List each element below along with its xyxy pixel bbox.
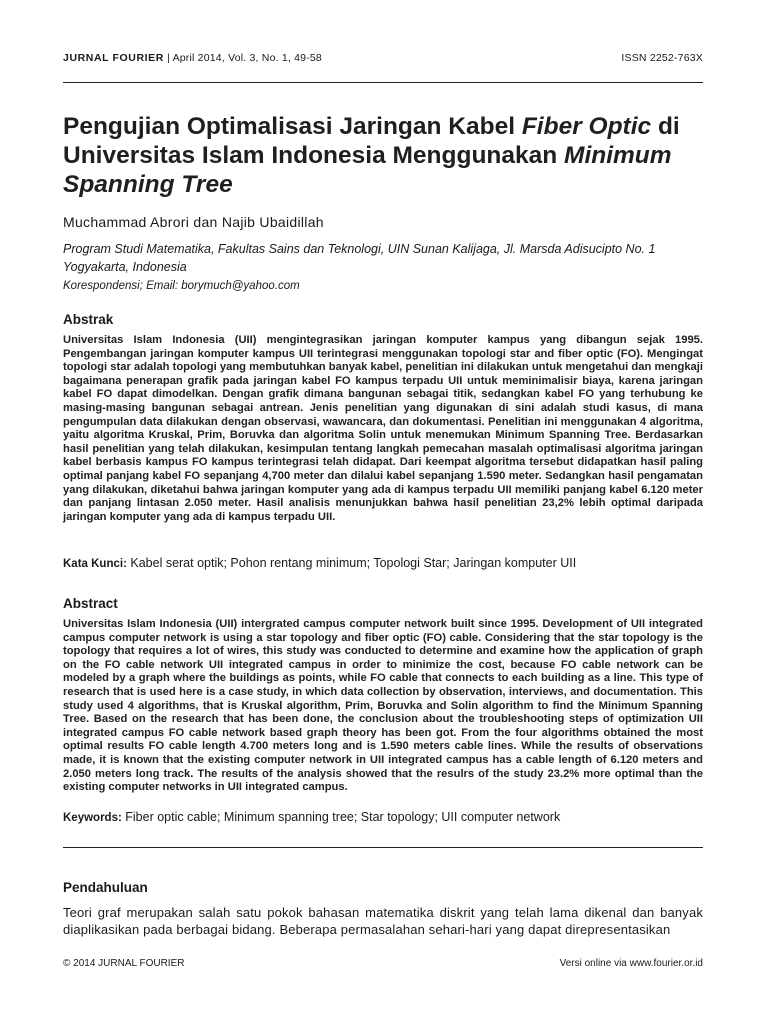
journal-name: JURNAL FOURIER [63,52,164,64]
affiliation: Program Studi Matematika, Fakultas Sains dan Teknologi, UIN Sunan Kalijaga, Jl. Marsda Adisucipto No. 1 Yogyakarta, Indonesia [63,242,656,274]
running-header [63,52,703,64]
section-rule [63,847,703,848]
authors: Muchammad Abrori dan Najib Ubaidillah [63,214,324,230]
keywords-text: Fiber optic cable; Minimum spanning tree; Star topology; UII computer network [121,810,561,824]
kata-kunci-label: Kata Kunci: [63,558,127,570]
pendahuluan-text: Teori graf merupakan salah satu pokok bahasan matematika diskrit yang telah lama dikenal dan banyak diaplikasikan pada berbagai bidang. Beberapa permasalahan sehari-hari yang dapat direpresentasikan [63,905,703,937]
abstract-text: Universitas Islam Indonesia (UII) intergrated campus computer network built since 1995. Development of UII integrated campus computer network is using a star topology and fiber optic (FO) cable. Considering that the star topology is the topology that requires a lot of wires, this study was conducted to determine and examine how the application of graph on the FO cable network UII integrated campus in order to minimize the cost, because FO cable network can be modeled by a graph where the buildings as points, while FO cable that connects to each building as a line. This type of research that is used here is a case study, in which data collection by observation, interviews, and documentation. This study used 4 algorithms, that is Kruskal algorithm, Prim, Boruvka and Solin algorithm to find the Minimum Spanning Tree. Based on the research that has been done, the conclusion about the troubleshooting steps of optimization UII integrated campus FO cable network based graph theory has been got. From the four algorithms obtained the most optimal results FO cable length 4.700 meters long and is 1.590 meters cable lines. While the results of observations made, it is known that the existing computer network in UII integrated campus has a cable length of 6.120 meters and 2.050 meters long track. The results of the analysis showed that the resulrs of the study 23.2% more optimal than the existing computer networks in UII integrated campus. [63,618,703,794]
kata-kunci-text: Kabel serat optik; Pohon rentang minimum; Topologi Star; Jaringan komputer UII [126,556,577,570]
page-footer [63,958,703,969]
header-separator: | [163,52,173,64]
correspondence: Korespondensi; Email: borymuch@yahoo.com [63,280,300,292]
kata-kunci [63,556,703,570]
abstrak-heading: Abstrak [63,312,114,327]
paper-page [63,0,703,1024]
keywords-label: Keywords: [63,812,122,824]
issn: ISSN 2252-763X [621,52,703,64]
abstract-heading: Abstract [63,596,118,611]
paper-title: Pengujian Optimalisasi Jaringan Kabel Fiber Optic di Universitas Islam Indonesia Menggunakan Minimum Spanning Tree [63,113,680,198]
keywords [63,810,703,824]
copyright: © 2014 JURNAL FOURIER [63,958,185,969]
issue-info: April 2014, Vol. 3, No. 1, 49-58 [172,52,322,64]
abstrak-text: Universitas Islam Indonesia (UII) mengintegrasikan jaringan komputer kampus yang dibangun sejak 1995. Pengembangan jaringan komputer kampus UII terintegrasi menggunakan topologi star and fiber optic (FO). Mengingat topologi star adalah topologi yang membutuhkan banyak kabel, penelitian ini dilakukan untuk mengetahui dan mengkaji bagaimana penerapan grafik pada jaringan kabel FO kampus terpadu UII untuk meminimalisir biaya, karena jaringan kabel FO dapat dimodelkan. Dengan grafik dimana bangunan sebagai titik, sedangkan kabel FO yang terhubung ke masing-masing bangunan sebagai antrean. Jenis penelitian yang digunakan di sini adalah studi kasus, di mana pengumpulan data dilakukan dengan observasi, wawancara, dan dokumentasi. Penelitian ini menggunakan 4 algoritma, yaitu algoritma Kruskal, Prim, Boruvka dan algoritma Solin untuk menemukan Minimum Spanning Tree. Berdasarkan hasil penelitian yang telah dilakukan, kesimpulan tentang langkah pemecahan masalah optimalisasi algoritma jaringan kabel berbasis kampus FO kampus terintegrasi telah didapat. Dari keempat algoritma tersebut didapatkan hasil paling optimal panjang kabel FO sepanjang 4,700 meter dan dilalui kabel sepanjang 1.590 meter. Sedangkan hasil pengamatan yang dilakukan, diketahui bahwa jaringan komputer yang ada di kampus terpadu UII memiliki panjang kabel 6.120 meter dan panjang lintasan 2.050 meter. Hasil analisis menunjukkan bahwa hasil penelitian 23,2% lebih optimal daripada jaringan komputer yang ada di kampus terpadu UII. [63,334,703,523]
header-rule [63,82,703,83]
online-version: Versi online via www.fourier.or.id [559,958,703,969]
pendahuluan-heading: Pendahuluan [63,880,148,895]
